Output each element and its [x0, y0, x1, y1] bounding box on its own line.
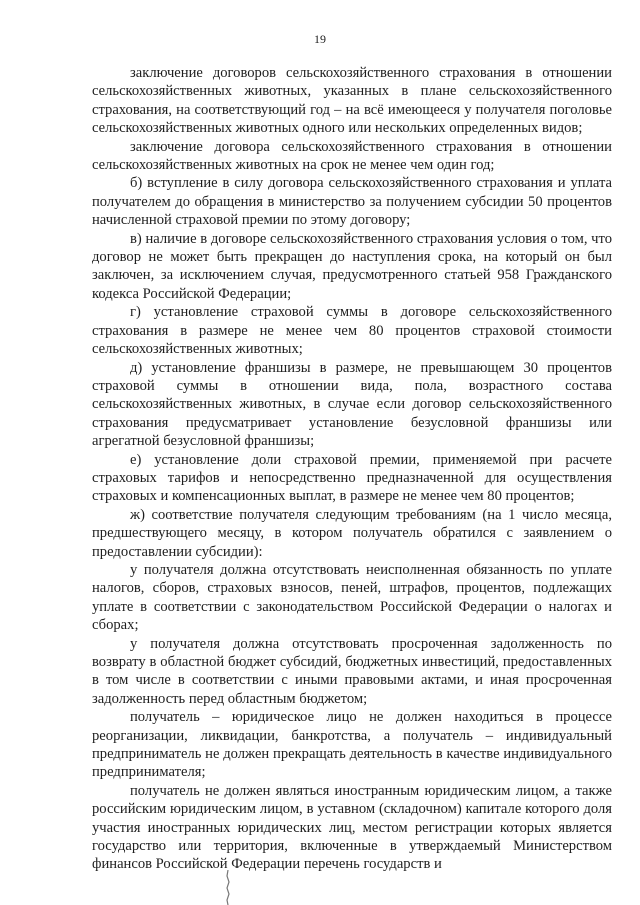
paragraph-item-zh: ж) соответствие получателя следующим требованиям (на 1 число месяца, предшествующего месяцу, в котором получатель обратился с заявлением о предоставлении субсидии): [92, 506, 612, 560]
paragraph-item-d: д) установление франшизы в размере, не превышающем 30 процентов страховой суммы в отношении вида, пола, возрастного состава сельскохозяйственных животных, в случае если договор сельскохозяйственного страхования предусматривает установление безусловной франшизы или агрегатной безусловной франшизы; [92, 359, 612, 450]
paragraph-insurance-term: заключение договора сельскохозяйственного страхования в отношении сельскохозяйственных животных на срок не менее чем один год; [92, 138, 612, 174]
document-body [92, 64, 612, 874]
paragraph-insurance-all-livestock: заключение договоров сельскохозяйственного страхования в отношении сельскохозяйственных животных, указанных в плане сельскохозяйственного страхования, на соответствующий год – на всё имеющееся у получателя поголовье сельскохозяйственных животных одного или нескольких определенных видов; [92, 65, 612, 137]
paragraph-debt-requirement: у получателя должна отсутствовать просроченная задолженность по возврату в областной бюджет субсидий, бюджетных инвестиций, предоставленных в том числе в соответствии с иными правовыми актами, и иная просроченная задолженность перед областным бюджетом; [92, 635, 612, 707]
paragraph-item-b: б) вступление в силу договора сельскохозяйственного страхования и уплата получателем до обращения в министерство за получением субсидии 50 процентов начисленной страховой премии по этому договору; [92, 175, 612, 229]
binding-mark [224, 870, 232, 905]
paragraph-reorganization-requirement: получатель – юридическое лицо не должен находиться в процессе реорганизации, ликвидации, банкротства, а получатель – индивидуальный предприниматель не должен прекращать деятельность в качестве индивидуального предпринимателя; [92, 709, 612, 781]
page-number: 19 [314, 32, 326, 46]
paragraph-item-g: г) установление страховой суммы в договоре сельскохозяйственного страхования в размере не менее чем 80 процентов страховой стоимости сельскохозяйственных животных; [92, 304, 612, 358]
paragraph-tax-requirement: у получателя должна отсутствовать неисполненная обязанность по уплате налогов, сборов, страховых взносов, пеней, штрафов, процентов, подлежащих уплате в соответствии с законодательством Российской Федерации о налогах и сборах; [92, 561, 612, 634]
paragraph-item-v: в) наличие в договоре сельскохозяйственного страхования условия о том, что договор не может быть прекращен до наступления срока, на который он был заключен, за исключением случая, предусмотренного статьей 958 Гражданского кодекса Российской Федерации; [92, 230, 612, 302]
paragraph-foreign-entity-requirement: получатель не должен являться иностранным юридическим лицом, а также российским юридическим лицом, в уставном (складочном) капитале которого доля участия иностранных юридических лиц, местом регистрации которых является государство или территория, включенные в утверждаемый Министерством финансов Российской Федерации перечень государств и [92, 782, 612, 873]
paragraph-item-e: е) установление доли страховой премии, применяемой при расчете страховых тарифов и непосредственно предназначенной для осуществления страховых и компенсационных выплат, в размере не менее чем 80 процентов; [92, 451, 612, 505]
